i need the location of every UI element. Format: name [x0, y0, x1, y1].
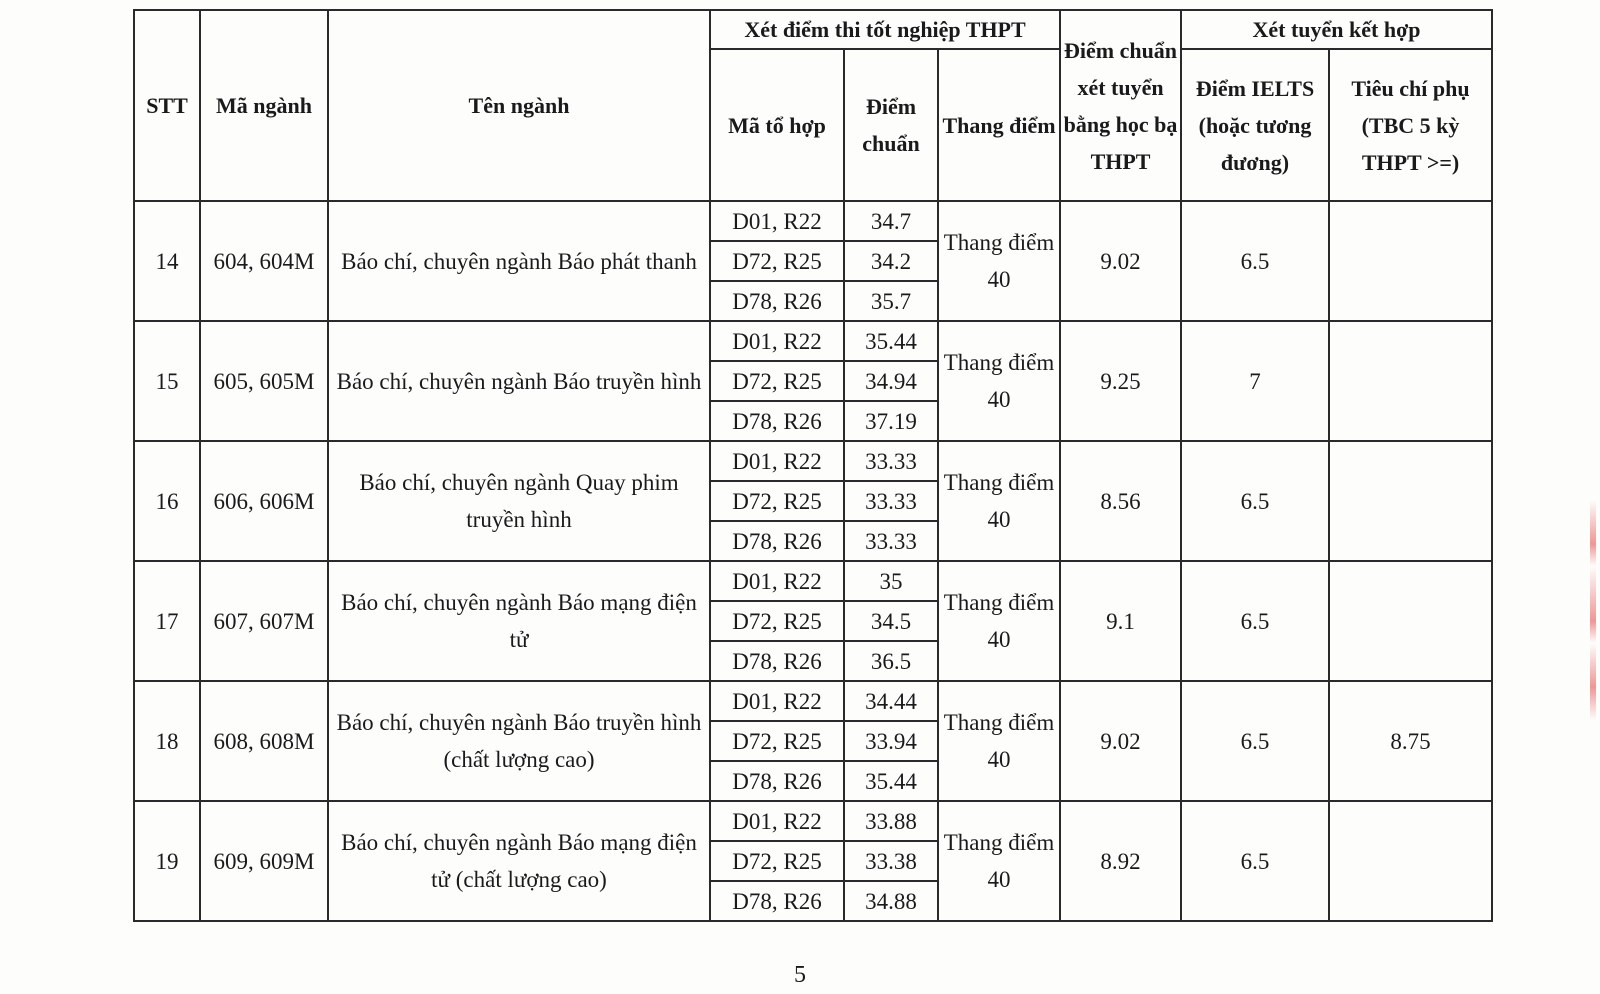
stt-cell: 19 — [134, 801, 200, 921]
tieu-chi-phu-cell — [1329, 561, 1492, 681]
header-diem-hoc-ba: Điểm chuẩn xét tuyển bằng học bạ THPT — [1060, 10, 1181, 201]
ielts-cell: 6.5 — [1181, 201, 1329, 321]
thang-diem-cell: Thang điểm 40 — [938, 441, 1060, 561]
hoc-ba-cell: 8.56 — [1060, 441, 1181, 561]
combo-code-cell: D72, R25 — [710, 601, 844, 641]
table-row — [134, 561, 1492, 601]
header-tieu-chi-phu: Tiêu chí phụ (TBC 5 kỳ THPT >=) — [1329, 49, 1492, 201]
ten-nganh-cell: Báo chí, chuyên ngành Quay phim truyền hình — [328, 441, 710, 561]
table-body — [134, 201, 1492, 921]
ielts-cell: 6.5 — [1181, 561, 1329, 681]
combo-score-cell: 36.5 — [844, 641, 938, 681]
combo-score-cell: 35 — [844, 561, 938, 601]
stt-cell: 15 — [134, 321, 200, 441]
combo-code-cell: D72, R25 — [710, 721, 844, 761]
combo-score-cell: 35.7 — [844, 281, 938, 321]
hoc-ba-cell: 9.1 — [1060, 561, 1181, 681]
combo-code-cell: D78, R26 — [710, 881, 844, 921]
tieu-chi-phu-cell — [1329, 321, 1492, 441]
combo-code-cell: D72, R25 — [710, 241, 844, 281]
combo-score-cell: 33.94 — [844, 721, 938, 761]
thang-diem-cell: Thang điểm 40 — [938, 801, 1060, 921]
header-stt: STT — [134, 10, 200, 201]
ma-nganh-cell: 607, 607M — [200, 561, 328, 681]
combo-score-cell: 33.38 — [844, 841, 938, 881]
ma-nganh-cell: 609, 609M — [200, 801, 328, 921]
table-row — [134, 201, 1492, 241]
header-ma-to-hop: Mã tổ hợp — [710, 49, 844, 201]
ten-nganh-cell: Báo chí, chuyên ngành Báo mạng điện tử — [328, 561, 710, 681]
header-row-top — [134, 10, 1492, 49]
hoc-ba-cell: 9.25 — [1060, 321, 1181, 441]
combo-code-cell: D78, R26 — [710, 281, 844, 321]
combo-code-cell: D01, R22 — [710, 201, 844, 241]
combo-score-cell: 34.2 — [844, 241, 938, 281]
header-group-thpt: Xét điểm thi tốt nghiệp THPT — [710, 10, 1060, 49]
hoc-ba-cell: 9.02 — [1060, 201, 1181, 321]
tieu-chi-phu-cell — [1329, 801, 1492, 921]
ten-nganh-cell: Báo chí, chuyên ngành Báo truyền hình (chất lượng cao) — [328, 681, 710, 801]
header-group-ket-hop: Xét tuyển kết hợp — [1181, 10, 1492, 49]
combo-score-cell: 35.44 — [844, 321, 938, 361]
header-diem-chuan: Điểm chuẩn — [844, 49, 938, 201]
ma-nganh-cell: 606, 606M — [200, 441, 328, 561]
combo-code-cell: D01, R22 — [710, 801, 844, 841]
combo-score-cell: 33.33 — [844, 481, 938, 521]
hoc-ba-cell: 8.92 — [1060, 801, 1181, 921]
thang-diem-cell: Thang điểm 40 — [938, 201, 1060, 321]
combo-score-cell: 34.88 — [844, 881, 938, 921]
admission-score-table — [133, 9, 1493, 922]
ma-nganh-cell: 608, 608M — [200, 681, 328, 801]
thang-diem-cell: Thang điểm 40 — [938, 321, 1060, 441]
ten-nganh-cell: Báo chí, chuyên ngành Báo phát thanh — [328, 201, 710, 321]
ielts-cell: 6.5 — [1181, 681, 1329, 801]
ten-nganh-cell: Báo chí, chuyên ngành Báo mạng điện tử (chất lượng cao) — [328, 801, 710, 921]
ma-nganh-cell: 604, 604M — [200, 201, 328, 321]
ielts-cell: 6.5 — [1181, 801, 1329, 921]
tieu-chi-phu-cell — [1329, 201, 1492, 321]
combo-score-cell: 33.33 — [844, 441, 938, 481]
combo-score-cell: 33.88 — [844, 801, 938, 841]
combo-code-cell: D72, R25 — [710, 361, 844, 401]
header-thang-diem: Thang điểm — [938, 49, 1060, 201]
combo-score-cell: 35.44 — [844, 761, 938, 801]
combo-code-cell: D01, R22 — [710, 681, 844, 721]
combo-code-cell: D01, R22 — [710, 321, 844, 361]
combo-score-cell: 37.19 — [844, 401, 938, 441]
stamp-edge-mark — [1590, 500, 1596, 720]
hoc-ba-cell: 9.02 — [1060, 681, 1181, 801]
table-row — [134, 801, 1492, 841]
ten-nganh-cell: Báo chí, chuyên ngành Báo truyền hình — [328, 321, 710, 441]
combo-score-cell: 34.5 — [844, 601, 938, 641]
page-number: 5 — [794, 962, 806, 988]
stt-cell: 17 — [134, 561, 200, 681]
combo-code-cell: D78, R26 — [710, 641, 844, 681]
combo-code-cell: D01, R22 — [710, 561, 844, 601]
ielts-cell: 6.5 — [1181, 441, 1329, 561]
stt-cell: 18 — [134, 681, 200, 801]
combo-code-cell: D01, R22 — [710, 441, 844, 481]
header-ielts: Điểm IELTS (hoặc tương đương) — [1181, 49, 1329, 201]
combo-score-cell: 34.7 — [844, 201, 938, 241]
tieu-chi-phu-cell — [1329, 441, 1492, 561]
header-ten-nganh: Tên ngành — [328, 10, 710, 201]
combo-score-cell: 34.94 — [844, 361, 938, 401]
combo-code-cell: D78, R26 — [710, 761, 844, 801]
combo-code-cell: D78, R26 — [710, 401, 844, 441]
stt-cell: 14 — [134, 201, 200, 321]
combo-score-cell: 34.44 — [844, 681, 938, 721]
tieu-chi-phu-cell: 8.75 — [1329, 681, 1492, 801]
table-row — [134, 441, 1492, 481]
table-row — [134, 681, 1492, 721]
combo-code-cell: D72, R25 — [710, 841, 844, 881]
combo-code-cell: D78, R26 — [710, 521, 844, 561]
stt-cell: 16 — [134, 441, 200, 561]
thang-diem-cell: Thang điểm 40 — [938, 561, 1060, 681]
combo-code-cell: D72, R25 — [710, 481, 844, 521]
ma-nganh-cell: 605, 605M — [200, 321, 328, 441]
ielts-cell: 7 — [1181, 321, 1329, 441]
table-row — [134, 321, 1492, 361]
thang-diem-cell: Thang điểm 40 — [938, 681, 1060, 801]
combo-score-cell: 33.33 — [844, 521, 938, 561]
header-ma-nganh: Mã ngành — [200, 10, 328, 201]
